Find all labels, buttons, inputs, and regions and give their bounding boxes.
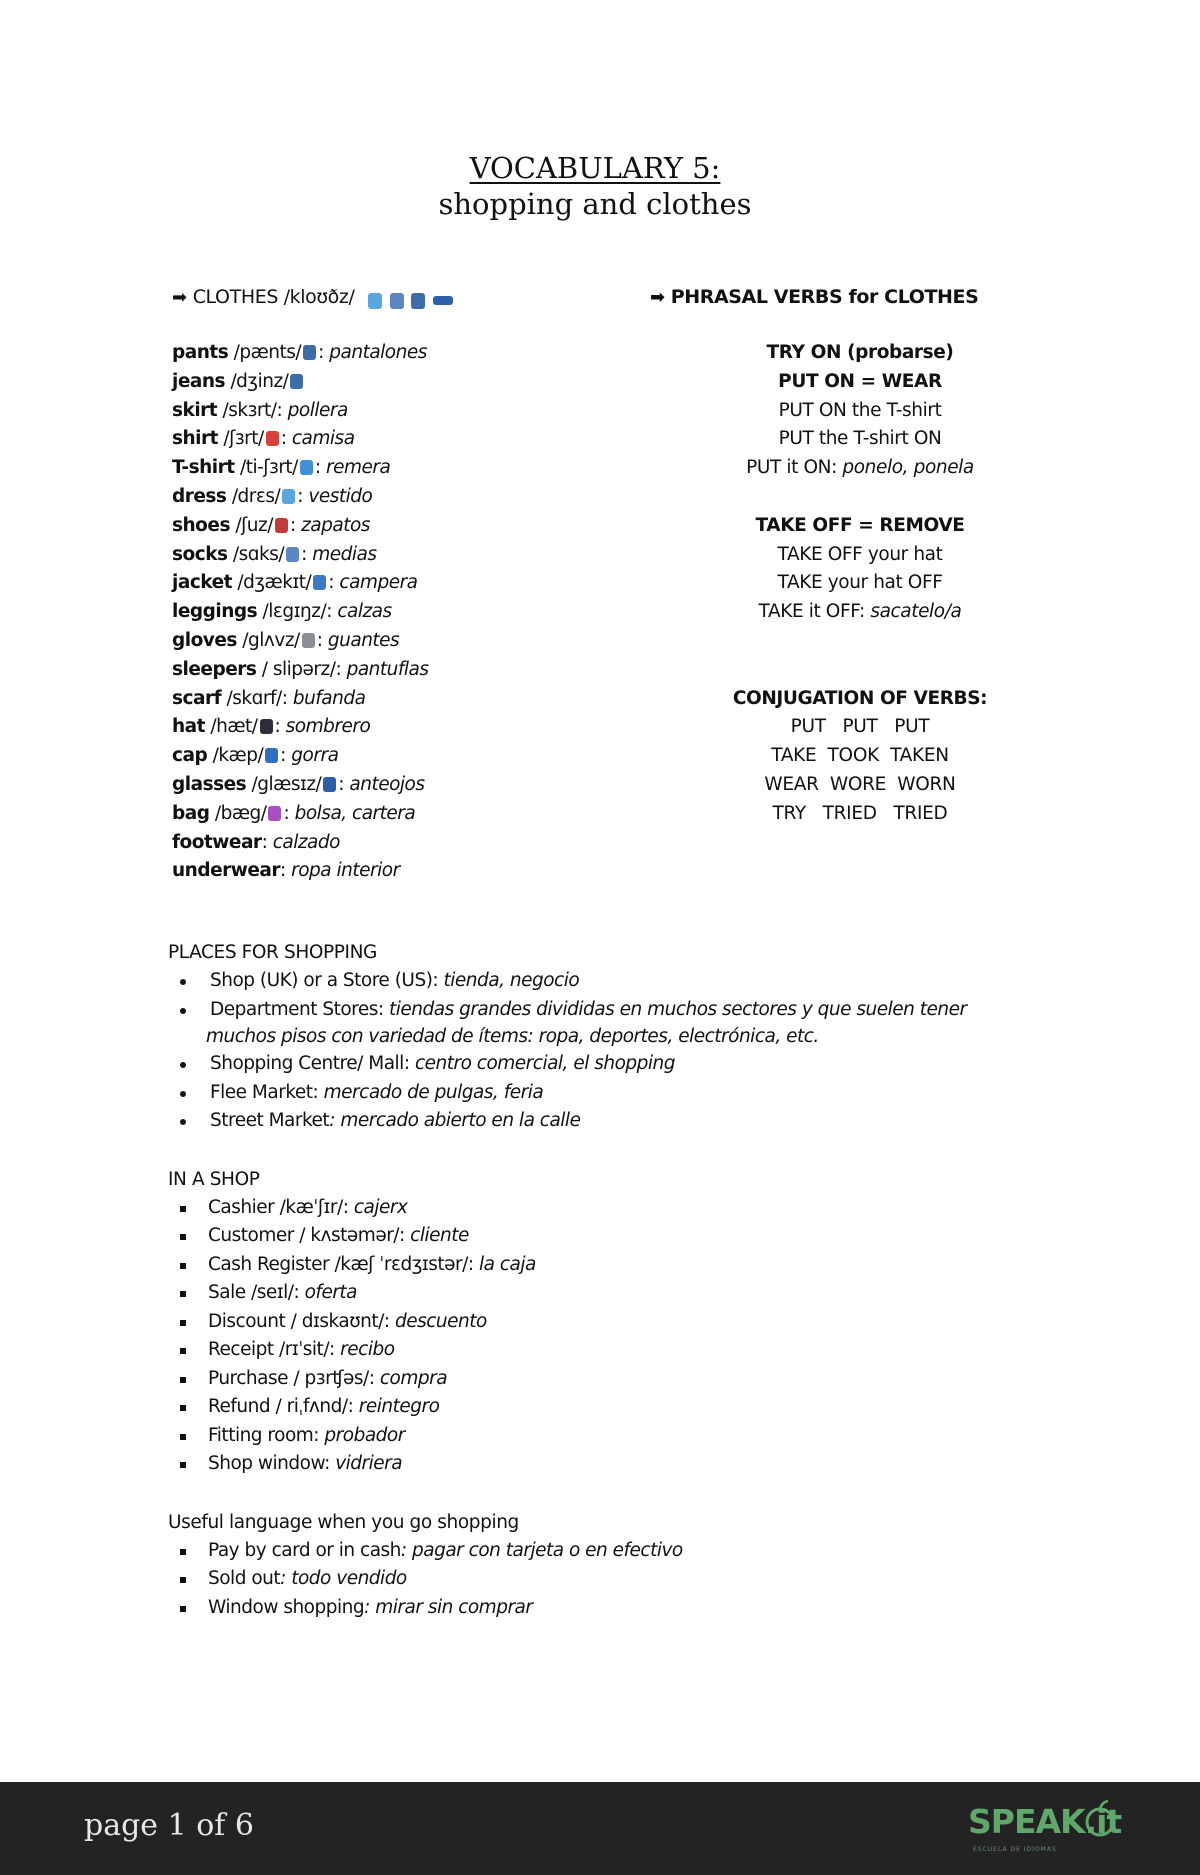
tshirt-icon <box>300 460 313 475</box>
socks-icon <box>390 293 404 309</box>
list-item: Purchase / pɜrʧəs/: compra <box>168 1365 1068 1394</box>
vocab-item: sleepers / slipərz/: pantuflas <box>172 658 429 680</box>
take-it-off-line: TAKE it OFF: sacatelo/a <box>758 601 962 623</box>
list-item: Fitting room: probador <box>168 1422 1068 1451</box>
vocab-item: footwear: calzado <box>172 831 340 853</box>
jeans-icon <box>411 293 425 309</box>
arrow-right-icon: ➡ <box>172 287 187 308</box>
list-item: Receipt /rɪˈsit/: recibo <box>168 1336 1068 1365</box>
conjugation-row: TAKE TOOK TAKEN <box>771 745 949 767</box>
useful-heading: Useful language when you go shopping <box>168 1511 519 1533</box>
try-on-line: TRY ON (probarse) <box>766 342 954 363</box>
page-title: VOCABULARY 5: <box>469 151 721 185</box>
shop-list <box>168 1194 1068 1479</box>
put-it-on-line: PUT it ON: ponelo, ponela <box>746 457 974 479</box>
conjugation-table <box>650 713 1070 828</box>
page-subtitle: shopping and clothes <box>438 187 752 221</box>
shop-heading: IN A SHOP <box>168 1168 260 1190</box>
vocab-item: cap /kæp/ : gorra <box>172 745 339 767</box>
phrasal-heading: ➡ PHRASAL VERBS for CLOTHES <box>650 286 979 308</box>
list-item: Pay by card or in cash: pagar con tarjeta o en efectivo <box>168 1537 1068 1566</box>
jacket-icon <box>313 575 326 590</box>
vocab-item: underwear: ropa interior <box>172 860 400 882</box>
vocab-item: dress /drɛs/ : vestido <box>172 485 373 507</box>
list-item: Shop window: vidriera <box>168 1450 1068 1479</box>
take-off-example-2: TAKE your hat OFF <box>777 572 943 594</box>
list-item: Shop (UK) or a Store (US): tienda, negocio <box>168 967 1068 996</box>
glasses-icon <box>433 296 453 305</box>
list-item: Refund / riˌfʌnd/: reintegro <box>168 1393 1068 1422</box>
vocab-item: skirt /skɜrt/: pollera <box>172 399 348 421</box>
conjugation-row: PUT PUT PUT <box>790 716 930 738</box>
glasses-icon <box>323 777 336 792</box>
list-item: Sale /seɪl/: oferta <box>168 1279 1068 1308</box>
title-block <box>0 150 1190 222</box>
speakit-logo <box>968 1802 1138 1862</box>
dress-icon <box>368 293 382 309</box>
put-on-example-1: PUT ON the T-shirt <box>778 399 942 421</box>
take-off-example-1: TAKE OFF your hat <box>777 543 943 565</box>
vocab-item: shoes /ʃuz/ : zapatos <box>172 514 370 536</box>
arrow-right-icon: ➡ <box>650 287 665 308</box>
clothes-column <box>172 283 652 886</box>
vocab-item: gloves /glʌvz/ : guantes <box>172 629 400 651</box>
vocab-item: shirt /ʃɜrt/ : camisa <box>172 428 355 450</box>
list-item: Customer / kʌstəmər/: cliente <box>168 1222 1068 1251</box>
clothes-heading: ➡ CLOTHES /kloʊðz/ <box>172 283 652 311</box>
clothes-heading-emojis <box>368 286 455 314</box>
list-item: Flee Market: mercado de pulgas, feria <box>168 1079 1068 1108</box>
vocab-item: socks /sɑks/ : medias <box>172 543 377 565</box>
put-on-example-2: PUT the T-shirt ON <box>778 428 942 450</box>
list-item: Street Market: mercado abierto en la calle <box>168 1107 1068 1136</box>
list-item: Shopping Centre/ Mall: centro comercial, el shopping <box>168 1050 1068 1079</box>
vocab-item: leggings /lɛgɪŋz/: calzas <box>172 601 392 623</box>
hat-icon <box>260 719 273 734</box>
logo-tagline: ESCUELA DE IDIOMAS <box>973 1846 1057 1853</box>
conjugation-row: TRY TRIED TRIED <box>772 802 948 824</box>
footer-bar <box>0 1782 1200 1875</box>
logo-text: SPEAK.it <box>968 1802 1122 1841</box>
vocab-item: jeans /dʒinz/ <box>172 368 652 397</box>
vocab-item: glasses /glæsɪz/ : anteojos <box>172 773 425 795</box>
phrasal-verbs-block <box>650 339 1070 829</box>
conjugation-heading: CONJUGATION OF VERBS: <box>732 687 988 709</box>
lower-sections <box>168 938 1068 1622</box>
dress-icon <box>282 489 295 504</box>
shoe-icon <box>275 518 288 533</box>
cap-icon <box>265 748 278 763</box>
phrasal-verbs-column <box>650 283 1070 829</box>
list-item: Sold out: todo vendido <box>168 1565 1068 1594</box>
socks-icon <box>286 547 299 562</box>
take-off-line: TAKE OFF = REMOVE <box>755 514 965 536</box>
vocab-item: jacket /dʒækɪt/ : campera <box>172 572 418 594</box>
shirt-icon <box>266 431 279 446</box>
places-list <box>168 967 1068 1136</box>
useful-list <box>168 1537 1068 1623</box>
put-on-line: PUT ON = WEAR <box>778 370 942 392</box>
jeans-icon <box>290 374 303 389</box>
places-heading: PLACES FOR SHOPPING <box>168 942 377 963</box>
conjugation-row: WEAR WORE WORN <box>764 773 956 795</box>
jeans-icon <box>303 345 316 360</box>
gloves-icon <box>302 633 315 648</box>
page-number: page 1 of 6 <box>84 1808 254 1843</box>
clothes-vocab-list <box>172 339 652 886</box>
vocab-item: T-shirt /ti-ʃɜrt/ : remera <box>172 457 391 479</box>
bag-icon <box>268 806 281 821</box>
vocab-item: pants /pænts/ : pantalones <box>172 342 427 363</box>
list-item: Department Stores: tiendas grandes divididas en muchos sectores y que suelen tener muchos pisos con variedad de ítems: ropa, deportes, electrónica, etc. <box>168 996 1068 1051</box>
apple-leaf-icon <box>1080 1798 1120 1838</box>
list-item: Cash Register /kæʃ ˈrɛdʒɪstər/: la caja <box>168 1251 1068 1280</box>
vocab-item: hat /hæt/ : sombrero <box>172 716 371 738</box>
list-item: Cashier /kæˈʃɪr/: cajerx <box>168 1194 1068 1223</box>
list-item: Window shopping: mirar sin comprar <box>168 1594 1068 1623</box>
vocab-item: scarf /skɑrf/: bufanda <box>172 687 366 709</box>
vocab-item: bag /bæg/ : bolsa, cartera <box>172 802 416 824</box>
list-item: Discount / dɪskaʊnt/: descuento <box>168 1308 1068 1337</box>
